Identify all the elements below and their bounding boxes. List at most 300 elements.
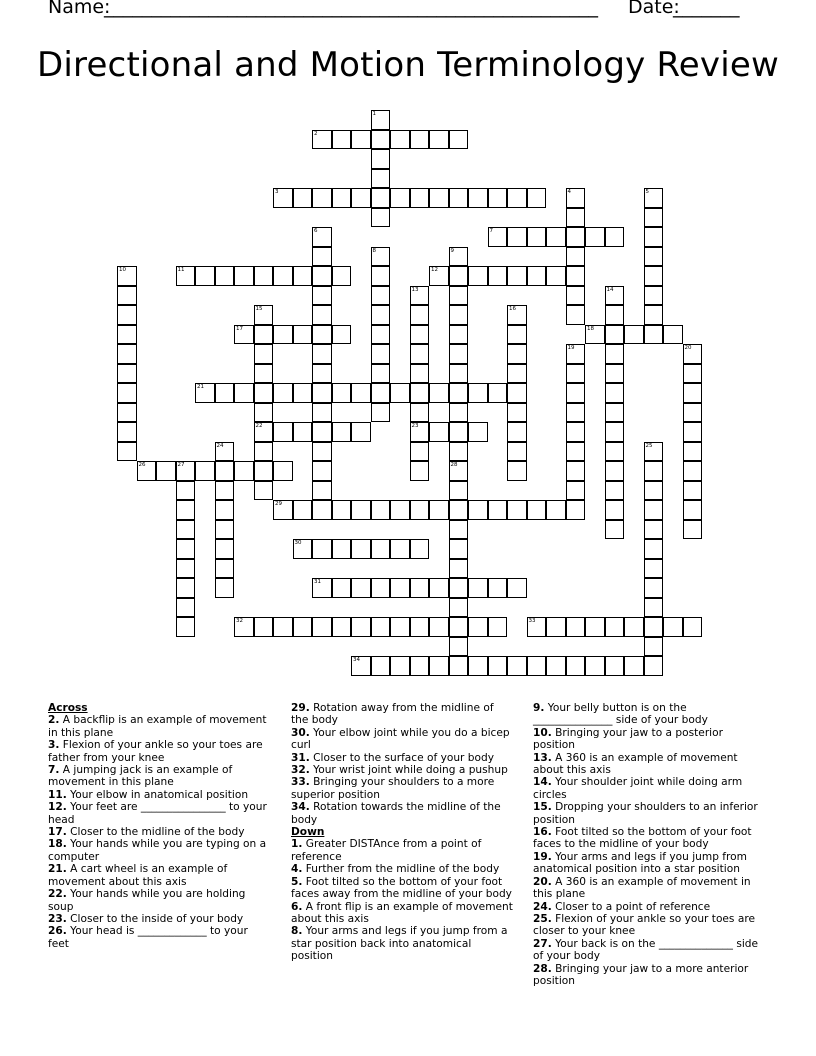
crossword-cell[interactable] [468, 383, 488, 403]
crossword-cell[interactable] [410, 188, 430, 208]
crossword-cell[interactable] [371, 149, 391, 169]
crossword-cell[interactable] [644, 325, 664, 345]
crossword-cell[interactable] [449, 578, 469, 598]
crossword-cell[interactable] [410, 578, 430, 598]
crossword-cell[interactable] [117, 325, 137, 345]
crossword-cell[interactable] [449, 656, 469, 676]
clue-text: Bringing your jaw to a posterior position [533, 726, 723, 752]
crossword-cell[interactable] [449, 422, 469, 442]
crossword-cell[interactable] [683, 422, 703, 442]
crossword-cell[interactable] [449, 520, 469, 540]
crossword-cell[interactable] [410, 617, 430, 637]
crossword-cell[interactable] [683, 520, 703, 540]
crossword-cell[interactable] [429, 188, 449, 208]
crossword-cell[interactable] [254, 325, 274, 345]
crossword-cell[interactable] [195, 461, 215, 481]
crossword-cell[interactable] [546, 500, 566, 520]
crossword-cell[interactable] [566, 442, 586, 462]
clue-text: A jumping jack is an example of movement in this plane [48, 764, 233, 789]
crossword-cell[interactable] [644, 266, 664, 286]
crossword-cell[interactable] [605, 500, 625, 520]
crossword-cell[interactable] [390, 617, 410, 637]
crossword-cell[interactable] [117, 364, 137, 384]
clue-text: Rotation towards the midline of the body [291, 801, 501, 826]
crossword-cell[interactable] [566, 403, 586, 423]
crossword-cell[interactable] [117, 403, 137, 423]
crossword-cell[interactable] [215, 383, 235, 403]
crossword-cell[interactable] [644, 305, 664, 325]
crossword-cell[interactable] [371, 500, 391, 520]
crossword-cell[interactable] [254, 617, 274, 637]
crossword-cell[interactable] [683, 442, 703, 462]
crossword-cell[interactable] [449, 344, 469, 364]
crossword-cell[interactable] [644, 286, 664, 306]
crossword-cell[interactable] [117, 344, 137, 364]
cell-number: 30 [294, 540, 302, 546]
crossword-cell[interactable] [566, 364, 586, 384]
crossword-cell[interactable] [683, 383, 703, 403]
crossword-cell[interactable] [117, 383, 137, 403]
crossword-cell[interactable] [215, 461, 235, 481]
cell-number: 13 [411, 286, 419, 293]
crossword-cell[interactable] [332, 383, 352, 403]
crossword-cell[interactable] [371, 383, 391, 403]
crossword-cell[interactable] [468, 266, 488, 286]
crossword-cell[interactable] [644, 208, 664, 228]
crossword-cell[interactable] [566, 656, 586, 676]
crossword-cell[interactable] [195, 266, 215, 286]
crossword-cell[interactable] [605, 461, 625, 481]
crossword-cell[interactable] [293, 266, 313, 286]
crossword-cell[interactable] [507, 344, 527, 364]
crossword-cell[interactable] [371, 539, 391, 559]
crossword-cell[interactable] [644, 500, 664, 520]
crossword-cell[interactable] [410, 539, 430, 559]
crossword-cell[interactable] [566, 422, 586, 442]
crossword-cell[interactable] [176, 617, 196, 637]
crossword-cell[interactable] [390, 539, 410, 559]
crossword-cell[interactable] [312, 344, 332, 364]
cell-number: 27 [177, 462, 185, 468]
crossword-cell[interactable] [449, 383, 469, 403]
crossword-cell[interactable] [332, 500, 352, 520]
crossword-cell[interactable] [215, 539, 235, 559]
crossword-cell[interactable] [332, 130, 352, 150]
crossword-cell[interactable] [429, 130, 449, 150]
crossword-cell[interactable] [351, 130, 371, 150]
crossword-cell[interactable] [449, 403, 469, 423]
crossword-cell[interactable] [566, 266, 586, 286]
crossword-cell[interactable] [234, 266, 254, 286]
clue-item [48, 838, 270, 863]
crossword-cell[interactable] [644, 539, 664, 559]
crossword-cell[interactable] [254, 442, 274, 462]
crossword-cell[interactable] [449, 325, 469, 345]
crossword-cell[interactable] [429, 422, 449, 442]
crossword-cell[interactable] [449, 559, 469, 579]
crossword-cell[interactable] [273, 461, 293, 481]
crossword-cell[interactable] [410, 305, 430, 325]
crossword-cell[interactable] [605, 481, 625, 501]
crossword-cell[interactable] [644, 227, 664, 247]
crossword-cell[interactable] [449, 266, 469, 286]
crossword-cell[interactable] [644, 247, 664, 267]
crossword-cell[interactable] [449, 364, 469, 384]
crossword-cell[interactable] [390, 656, 410, 676]
crossword-cell[interactable] [507, 364, 527, 384]
crossword-cell[interactable] [312, 539, 332, 559]
crossword-cell[interactable] [293, 383, 313, 403]
crossword-cell[interactable] [371, 656, 391, 676]
crossword-cell[interactable] [312, 481, 332, 501]
crossword-cell[interactable] [371, 169, 391, 189]
crossword-cell[interactable] [371, 305, 391, 325]
crossword-cell[interactable] [410, 383, 430, 403]
crossword-cell[interactable] [468, 656, 488, 676]
crossword-cell[interactable] [449, 442, 469, 462]
crossword-cell[interactable] [312, 403, 332, 423]
crossword-cell[interactable] [351, 500, 371, 520]
crossword-cell[interactable] [527, 656, 547, 676]
crossword-cell[interactable] [312, 442, 332, 462]
crossword-cell[interactable] [507, 325, 527, 345]
crossword-cell[interactable] [293, 188, 313, 208]
clue-text: A backflip is an example of movement in this plane [48, 714, 267, 739]
crossword-cell[interactable] [371, 403, 391, 423]
crossword-cell[interactable] [605, 305, 625, 325]
crossword-cell[interactable] [683, 617, 703, 637]
crossword-cell[interactable] [527, 266, 547, 286]
crossword-cell[interactable] [410, 344, 430, 364]
crossword-cell[interactable] [390, 578, 410, 598]
crossword-cell[interactable] [254, 364, 274, 384]
crossword-cell[interactable] [312, 383, 332, 403]
crossword-cell[interactable] [566, 208, 586, 228]
clue-text: Your arms and legs if you jump from anatomical position into a star position [533, 850, 747, 876]
crossword-cell[interactable] [332, 539, 352, 559]
crossword-cell[interactable] [644, 617, 664, 637]
crossword-cell[interactable] [546, 227, 566, 247]
clue-text: Dropping your shoulders to an inferior position [533, 801, 758, 826]
crossword-cell[interactable] [429, 617, 449, 637]
crossword-cell[interactable] [371, 325, 391, 345]
crossword-cell[interactable] [410, 656, 430, 676]
crossword-cell[interactable] [527, 188, 547, 208]
crossword-cell[interactable] [488, 383, 508, 403]
crossword-cell[interactable] [566, 227, 586, 247]
crossword-cell[interactable] [273, 383, 293, 403]
clue-number: 2. [48, 714, 60, 727]
crossword-cell[interactable] [507, 266, 527, 286]
crossword-cell[interactable] [156, 461, 176, 481]
crossword-cell[interactable] [176, 598, 196, 618]
crossword-cell[interactable] [605, 442, 625, 462]
crossword-cell[interactable] [585, 617, 605, 637]
crossword-cell[interactable] [351, 539, 371, 559]
crossword-cell[interactable] [312, 461, 332, 481]
crossword-cell[interactable] [683, 364, 703, 384]
crossword-cell[interactable] [371, 188, 391, 208]
crossword-cell[interactable] [624, 617, 644, 637]
crossword-cell[interactable] [507, 422, 527, 442]
crossword-cell[interactable] [644, 461, 664, 481]
crossword-cell[interactable] [663, 617, 683, 637]
crossword-cell[interactable] [371, 344, 391, 364]
crossword-cell[interactable] [410, 442, 430, 462]
crossword-cell[interactable] [234, 461, 254, 481]
crossword-cell[interactable] [468, 500, 488, 520]
crossword-cell[interactable] [468, 617, 488, 637]
crossword-cell[interactable] [332, 422, 352, 442]
crossword-cell[interactable] [488, 266, 508, 286]
crossword-cell[interactable] [176, 481, 196, 501]
crossword-cell[interactable] [644, 656, 664, 676]
clue-item [291, 863, 513, 875]
crossword-cell[interactable] [215, 520, 235, 540]
crossword-cell[interactable] [351, 617, 371, 637]
crossword-cell[interactable] [312, 247, 332, 267]
crossword-cell[interactable] [215, 481, 235, 501]
crossword-cell[interactable] [507, 403, 527, 423]
crossword-cell[interactable] [566, 286, 586, 306]
crossword-cell[interactable] [527, 227, 547, 247]
crossword-cell[interactable] [312, 364, 332, 384]
crossword-cell[interactable] [507, 383, 527, 403]
crossword-cell[interactable] [605, 325, 625, 345]
crossword-cell[interactable] [566, 247, 586, 267]
crossword-cell[interactable] [546, 617, 566, 637]
clue-number: 30. [291, 726, 310, 739]
crossword-cell[interactable] [312, 266, 332, 286]
crossword-cell[interactable] [312, 188, 332, 208]
crossword-cell[interactable] [449, 481, 469, 501]
crossword-cell[interactable] [215, 266, 235, 286]
clue-number: 11. [48, 788, 67, 801]
crossword-cell[interactable] [176, 578, 196, 598]
crossword-cell[interactable] [410, 364, 430, 384]
crossword-cell[interactable] [605, 422, 625, 442]
crossword-cell[interactable] [507, 656, 527, 676]
clue-item [291, 801, 513, 826]
crossword-cell[interactable] [449, 130, 469, 150]
crossword-cell[interactable] [683, 403, 703, 423]
clue-text: Flexion of your ankle so your toes are closer to your knee [533, 912, 755, 938]
crossword-cell[interactable] [312, 325, 332, 345]
clue-text: Your back is on the ______________ side of your body [533, 937, 759, 963]
crossword-cell[interactable] [488, 656, 508, 676]
crossword-cell[interactable] [410, 500, 430, 520]
crossword-cell[interactable] [351, 383, 371, 403]
cell-number: 28 [450, 462, 458, 468]
crossword-cell[interactable] [312, 617, 332, 637]
crossword-cell[interactable] [605, 227, 625, 247]
crossword-cell[interactable] [566, 617, 586, 637]
crossword-cell[interactable] [605, 617, 625, 637]
crossword-cell[interactable] [410, 130, 430, 150]
crossword-cell[interactable] [293, 325, 313, 345]
crossword-cell[interactable] [254, 383, 274, 403]
crossword-cell[interactable] [566, 305, 586, 325]
crossword-cell[interactable] [351, 188, 371, 208]
clue-number: 13. [533, 751, 552, 764]
clue-item [533, 801, 765, 826]
crossword-cell[interactable] [644, 598, 664, 618]
crossword-cell[interactable] [449, 305, 469, 325]
crossword-cell[interactable] [254, 266, 274, 286]
clue-number: 33. [291, 776, 310, 789]
crossword-cell[interactable] [371, 617, 391, 637]
crossword-cell[interactable] [546, 266, 566, 286]
crossword-cell[interactable] [371, 266, 391, 286]
crossword-cell[interactable] [371, 286, 391, 306]
crossword-cell[interactable] [429, 656, 449, 676]
crossword-cell[interactable] [215, 559, 235, 579]
crossword-cell[interactable] [624, 656, 644, 676]
crossword-cell[interactable] [332, 578, 352, 598]
crossword-cell[interactable] [488, 500, 508, 520]
crossword-cell[interactable] [605, 656, 625, 676]
clue-item [533, 851, 765, 876]
crossword-cell[interactable] [390, 188, 410, 208]
crossword-cell[interactable] [605, 403, 625, 423]
crossword-cell[interactable] [585, 227, 605, 247]
crossword-cell[interactable] [566, 461, 586, 481]
crossword-cell[interactable] [410, 403, 430, 423]
clue-item [533, 913, 765, 938]
crossword-cell[interactable] [293, 500, 313, 520]
crossword-cell[interactable] [312, 286, 332, 306]
crossword-cell[interactable] [683, 461, 703, 481]
crossword-cell[interactable] [527, 500, 547, 520]
cell-number: 22 [255, 423, 263, 429]
crossword-cell[interactable] [488, 617, 508, 637]
crossword-cell[interactable] [254, 481, 274, 501]
crossword-cell[interactable] [293, 422, 313, 442]
clue-number: 22. [48, 888, 67, 901]
crossword-cell[interactable] [468, 578, 488, 598]
crossword-cell[interactable] [449, 539, 469, 559]
crossword-cell[interactable] [254, 403, 274, 423]
crossword-cell[interactable] [644, 578, 664, 598]
crossword-cell[interactable] [449, 598, 469, 618]
crossword-cell[interactable] [566, 481, 586, 501]
crossword-cell[interactable] [273, 325, 293, 345]
crossword-cell[interactable] [585, 656, 605, 676]
name-line: ____________________________________________________ [104, 0, 598, 18]
crossword-cell[interactable] [605, 344, 625, 364]
crossword-cell[interactable] [429, 578, 449, 598]
crossword-cell[interactable] [390, 130, 410, 150]
crossword-cell[interactable] [644, 637, 664, 657]
crossword-cell[interactable] [644, 481, 664, 501]
cell-number: 26 [138, 462, 146, 468]
crossword-cell[interactable] [351, 578, 371, 598]
crossword-cell[interactable] [507, 442, 527, 462]
clue-number: 12. [48, 801, 67, 814]
crossword-cell[interactable] [644, 520, 664, 540]
crossword-cell[interactable] [507, 500, 527, 520]
crossword-cell[interactable] [332, 266, 352, 286]
crossword-cell[interactable] [507, 461, 527, 481]
crossword-cell[interactable] [117, 305, 137, 325]
crossword-cell[interactable] [371, 130, 391, 150]
crossword-cell[interactable] [449, 617, 469, 637]
crossword-cell[interactable] [507, 578, 527, 598]
crossword-cell[interactable] [449, 286, 469, 306]
crossword-cell[interactable] [410, 461, 430, 481]
crossword-cell[interactable] [488, 578, 508, 598]
crossword-cell[interactable] [449, 637, 469, 657]
crossword-cell[interactable] [312, 422, 332, 442]
crossword-cell[interactable] [449, 500, 469, 520]
clue-text: Rotation away from the midline of the body [291, 702, 494, 727]
crossword-cell[interactable] [507, 227, 527, 247]
crossword-cell[interactable] [176, 500, 196, 520]
crossword-cell[interactable] [546, 656, 566, 676]
crossword-cell[interactable] [312, 500, 332, 520]
clue-item [533, 963, 765, 988]
crossword-cell[interactable] [371, 578, 391, 598]
crossword-cell[interactable] [273, 422, 293, 442]
crossword-cell[interactable] [605, 364, 625, 384]
crossword-cell[interactable] [605, 520, 625, 540]
crossword-cell[interactable] [566, 500, 586, 520]
crossword-cell[interactable] [176, 520, 196, 540]
crossword-cell[interactable] [468, 188, 488, 208]
crossword-cell[interactable] [215, 500, 235, 520]
clue-text: Your belly button is on the _______________ side of your body [533, 702, 708, 727]
crossword-cell[interactable] [390, 383, 410, 403]
crossword-cell[interactable] [332, 325, 352, 345]
crossword-cell[interactable] [332, 188, 352, 208]
crossword-cell[interactable] [117, 286, 137, 306]
crossword-cell[interactable] [273, 617, 293, 637]
crossword-cell[interactable] [449, 188, 469, 208]
crossword-cell[interactable] [507, 188, 527, 208]
crossword-cell[interactable] [410, 325, 430, 345]
crossword-cell[interactable] [429, 383, 449, 403]
crossword-cell[interactable] [312, 305, 332, 325]
crossword-cell[interactable] [468, 422, 488, 442]
crossword-cell[interactable] [644, 559, 664, 579]
crossword-cell[interactable] [117, 442, 137, 462]
crossword-cell[interactable] [605, 383, 625, 403]
crossword-cell[interactable] [624, 325, 644, 345]
crossword-cell[interactable] [663, 325, 683, 345]
crossword-cell[interactable] [566, 383, 586, 403]
crossword-cell[interactable] [683, 500, 703, 520]
crossword-cell[interactable] [332, 617, 352, 637]
crossword-cell[interactable] [215, 578, 235, 598]
crossword-cell[interactable] [117, 422, 137, 442]
crossword-cell[interactable] [293, 617, 313, 637]
crossword-cell[interactable] [176, 539, 196, 559]
crossword-cell[interactable] [488, 188, 508, 208]
clue-number: 32. [291, 764, 310, 777]
crossword-cell[interactable] [371, 364, 391, 384]
crossword-cell[interactable] [351, 422, 371, 442]
crossword-cell[interactable] [273, 266, 293, 286]
crossword-cell[interactable] [390, 500, 410, 520]
cell-number: 24 [216, 442, 224, 449]
crossword-cell[interactable] [254, 461, 274, 481]
crossword-cell[interactable] [371, 208, 391, 228]
crossword-cell[interactable] [176, 559, 196, 579]
crossword-cell[interactable] [429, 500, 449, 520]
crossword-cell[interactable] [234, 383, 254, 403]
crossword-cell[interactable] [683, 481, 703, 501]
crossword-cell[interactable] [254, 344, 274, 364]
